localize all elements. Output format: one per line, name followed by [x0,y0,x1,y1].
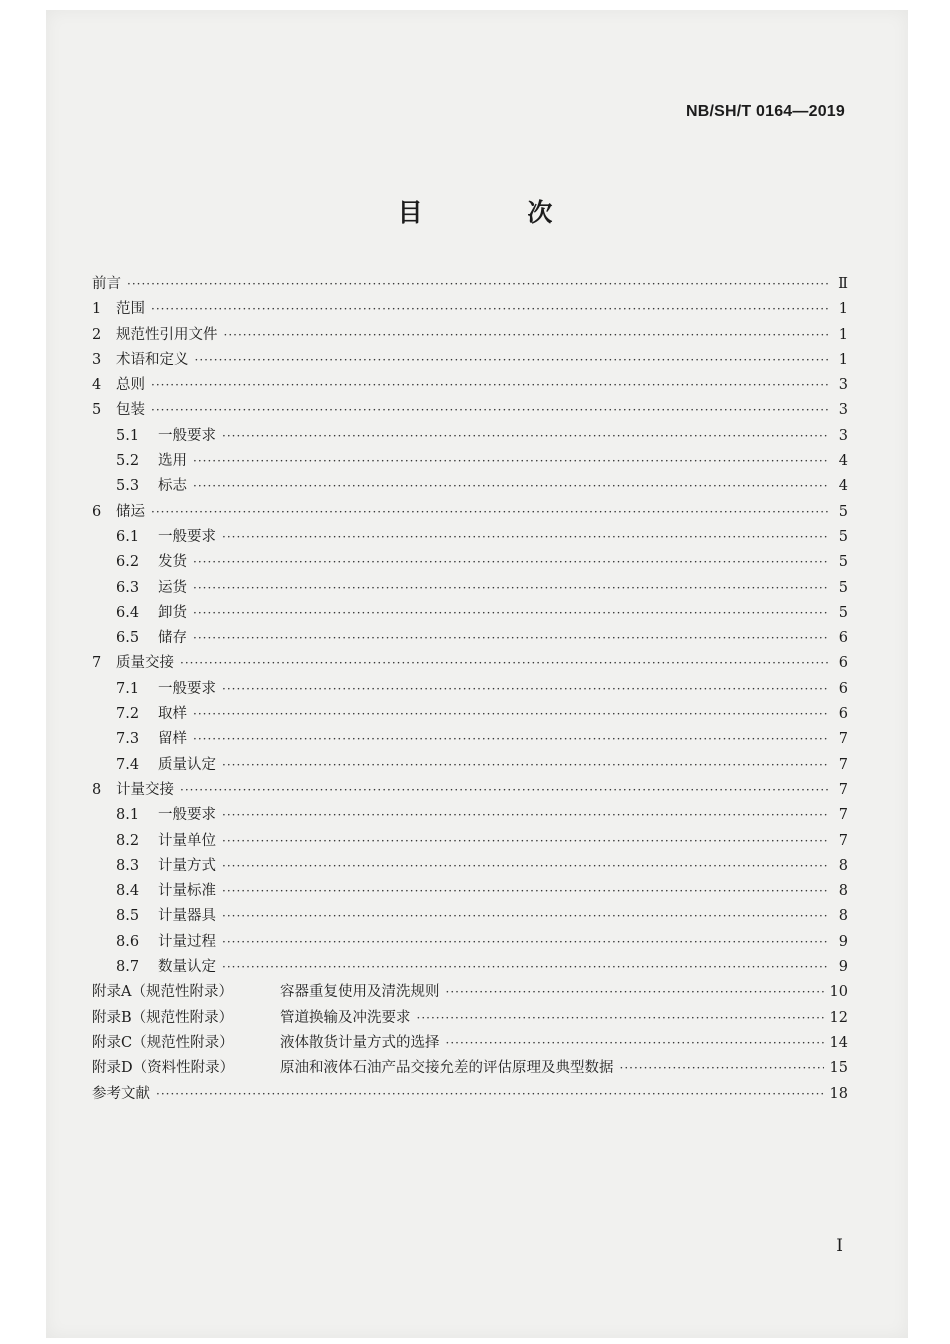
toc-entry-page: 5 [838,554,848,571]
toc-entry-number: 8.6 [116,933,140,950]
toc-entry[interactable] [92,297,848,322]
toc-entry-title: 规范性引用文件 [116,326,218,343]
toc-entry-title: 计量方式 [158,857,216,874]
dot-leader [193,550,828,575]
toc-entry-number: 4 [92,377,102,394]
toc-entry-page: 4 [838,478,848,495]
dot-leader [222,424,828,449]
toc-entry-number: 8 [92,781,102,798]
toc-entry[interactable] [92,677,848,702]
dot-leader [222,904,828,929]
toc-entry[interactable] [92,930,848,955]
toc-entry-number: 5.1 [116,427,140,444]
toc-entry-title: 总则 [116,377,145,394]
toc-entry-title: 质量认定 [158,756,216,773]
dot-leader [127,272,828,297]
toc-entry[interactable] [92,803,848,828]
toc-entry-page: 10 [829,984,848,1001]
toc-title: 目 次 [397,198,601,227]
dot-leader [193,449,828,474]
toc-entry-number: 6.2 [116,554,140,571]
toc-entry-page: 5 [838,528,848,545]
toc-entry-page: 3 [838,402,848,419]
toc-entry-title: 一般要求 [158,528,216,545]
toc-entry[interactable] [92,550,848,575]
page-number: Ⅰ [836,1236,843,1256]
toc-entry-page: 4 [838,453,848,470]
toc-entry[interactable] [92,424,848,449]
toc-entry-number: 8.1 [116,807,140,824]
toc-entry-page: 9 [838,959,848,976]
toc-entry-number: 6.5 [116,630,140,647]
toc-entry-page: 7 [838,756,848,773]
toc-entry[interactable] [92,651,848,676]
toc-entry-page: 6 [838,630,848,647]
toc-entry[interactable] [92,1031,848,1056]
toc-entry[interactable] [92,449,848,474]
toc-entry-title: 计量交接 [116,781,174,798]
toc-entry-title: 质量交接 [116,655,174,672]
toc-entry-page: 1 [838,351,848,368]
dot-leader [222,803,828,828]
toc-entry-number: 8.4 [116,883,140,900]
toc-entry-number: 6.3 [116,579,140,596]
toc-entry-title: 选用 [158,453,187,470]
toc-entry-title: 包装 [116,402,145,419]
toc-entry-page: 8 [838,883,848,900]
toc-entry-number: 5 [92,402,102,419]
toc-entry[interactable] [92,854,848,879]
toc-entry-title: 一般要求 [158,680,216,697]
toc-appendix-label: 附录D（资料性附录） [92,1060,235,1077]
toc-entry[interactable] [92,879,848,904]
toc-entry-page: 18 [829,1085,848,1102]
dot-leader [180,778,828,803]
toc-entry-title: 液体散货计量方式的选择 [280,1034,440,1051]
toc-entry-title: 容器重复使用及清洗规则 [280,984,440,1001]
toc-entry-number: 3 [92,351,102,368]
toc-entry-title: 计量器具 [158,908,216,925]
toc-entry-title: 术语和定义 [116,351,189,368]
toc-entry[interactable] [92,904,848,929]
toc-entry-title: 运货 [158,579,187,596]
toc-entry[interactable] [92,702,848,727]
toc-entry[interactable] [92,753,848,778]
dot-leader [195,348,829,373]
toc-entry-number: 6.4 [116,604,140,621]
dot-leader [193,474,828,499]
dot-leader [180,651,828,676]
toc-appendix-label: 附录A（规范性附录） [92,984,233,1001]
toc-entry[interactable] [92,576,848,601]
dot-leader [446,980,824,1005]
toc-entry[interactable] [92,829,848,854]
toc-entry[interactable] [92,525,848,550]
toc-entry-number: 5.3 [116,478,140,495]
dot-leader [193,626,828,651]
toc-entry-title: 一般要求 [158,807,216,824]
dot-leader [151,500,828,525]
toc-entry[interactable] [92,348,848,373]
toc-entry-title: 原油和液体石油产品交接允差的评估原理及典型数据 [280,1060,614,1077]
toc-entry-page: 12 [829,1009,848,1026]
dot-leader [222,677,828,702]
toc-entry-page: 6 [838,680,848,697]
toc-entry-page: 5 [838,579,848,596]
dot-leader [193,727,828,752]
toc-appendix-label: 附录B（规范性附录） [92,1009,234,1026]
toc-entry-title: 管道换输及冲洗要求 [280,1009,411,1026]
toc-entry-number: 8.5 [116,908,140,925]
toc-entry-page: 1 [838,301,848,318]
toc-entry-page: 7 [838,832,848,849]
toc-entry-number: 7.1 [116,680,140,697]
toc-entry[interactable] [92,778,848,803]
dot-leader [151,297,828,322]
dot-leader [417,1006,824,1031]
toc-entry[interactable] [92,1006,848,1031]
toc-entry-page: 5 [838,503,848,520]
toc-entry-title: 一般要求 [158,427,216,444]
toc-entry[interactable] [92,601,848,626]
toc-entry-number: 8.7 [116,959,140,976]
toc-entry-number: 6.1 [116,528,140,545]
toc-entry-title: 发货 [158,554,187,571]
toc-entry-page: 7 [838,731,848,748]
toc-entry-title: 取样 [158,706,187,723]
toc-entry[interactable] [92,1056,848,1081]
toc-entry-title: 计量过程 [158,933,216,950]
dot-leader [222,753,828,778]
toc-appendix-label: 附录C（规范性附录） [92,1034,234,1051]
dot-leader [193,601,828,626]
toc-entry[interactable] [92,500,848,525]
toc-entry-page: 7 [838,807,848,824]
toc-entry[interactable] [92,323,848,348]
toc-entry-title: 计量标准 [158,883,216,900]
toc-entry[interactable] [92,727,848,752]
toc-entry[interactable] [92,474,848,499]
toc-entry-number: 7 [92,655,102,672]
toc-entry[interactable] [92,1082,848,1107]
dot-leader [224,323,829,348]
dot-leader [151,398,828,423]
toc-entry-number: 8.3 [116,857,140,874]
toc-entry-number: 7.2 [116,706,140,723]
dot-leader [222,930,828,955]
toc-entry[interactable] [92,398,848,423]
toc-entry-page: 9 [838,933,848,950]
dot-leader [151,373,828,398]
toc-entry-page: 6 [838,706,848,723]
dot-leader [620,1056,824,1081]
toc-entry-title: 卸货 [158,604,187,621]
dot-leader [222,829,828,854]
toc-entry-page: 8 [838,857,848,874]
toc-entry[interactable] [92,955,848,980]
dot-leader [222,879,828,904]
toc-entry-title: 范围 [116,301,145,318]
table-of-contents [92,272,848,1107]
toc-entry-number: 2 [92,326,102,343]
toc-entry-page: 5 [838,604,848,621]
toc-entry-title: 留样 [158,731,187,748]
toc-entry-title: 参考文献 [92,1085,150,1102]
toc-entry-title: 储存 [158,630,187,647]
dot-leader [193,702,828,727]
dot-leader [222,525,828,550]
toc-entry-page: 8 [838,908,848,925]
dot-leader [446,1031,824,1056]
toc-entry-page: 3 [838,377,848,394]
toc-entry-page: 7 [838,781,848,798]
toc-entry-page: 15 [829,1060,848,1077]
dot-leader [222,955,828,980]
toc-entry-page: 14 [829,1034,848,1051]
dot-leader [156,1082,824,1107]
toc-entry[interactable] [92,373,848,398]
toc-entry-number: 7.3 [116,731,140,748]
toc-entry-number: 7.4 [116,756,140,773]
toc-entry-title: 前言 [92,276,121,292]
toc-entry-page: 6 [838,655,848,672]
toc-entry-title: 数量认定 [158,959,216,976]
toc-entry[interactable] [92,626,848,651]
toc-entry-title: 储运 [116,503,145,520]
toc-entry[interactable] [92,272,848,297]
toc-entry-page: 1 [838,326,848,343]
toc-entry-number: 6 [92,503,102,520]
dot-leader [193,576,828,601]
toc-entry-title: 标志 [158,478,187,495]
toc-entry-page: Ⅱ [838,276,848,292]
toc-entry-title: 计量单位 [158,832,216,849]
toc-entry[interactable] [92,980,848,1005]
toc-entry-number: 1 [92,301,102,318]
dot-leader [222,854,828,879]
standard-code: NB/SH/T 0164—2019 [685,103,845,120]
toc-entry-number: 5.2 [116,453,140,470]
toc-entry-page: 3 [838,427,848,444]
toc-entry-number: 8.2 [116,832,140,849]
